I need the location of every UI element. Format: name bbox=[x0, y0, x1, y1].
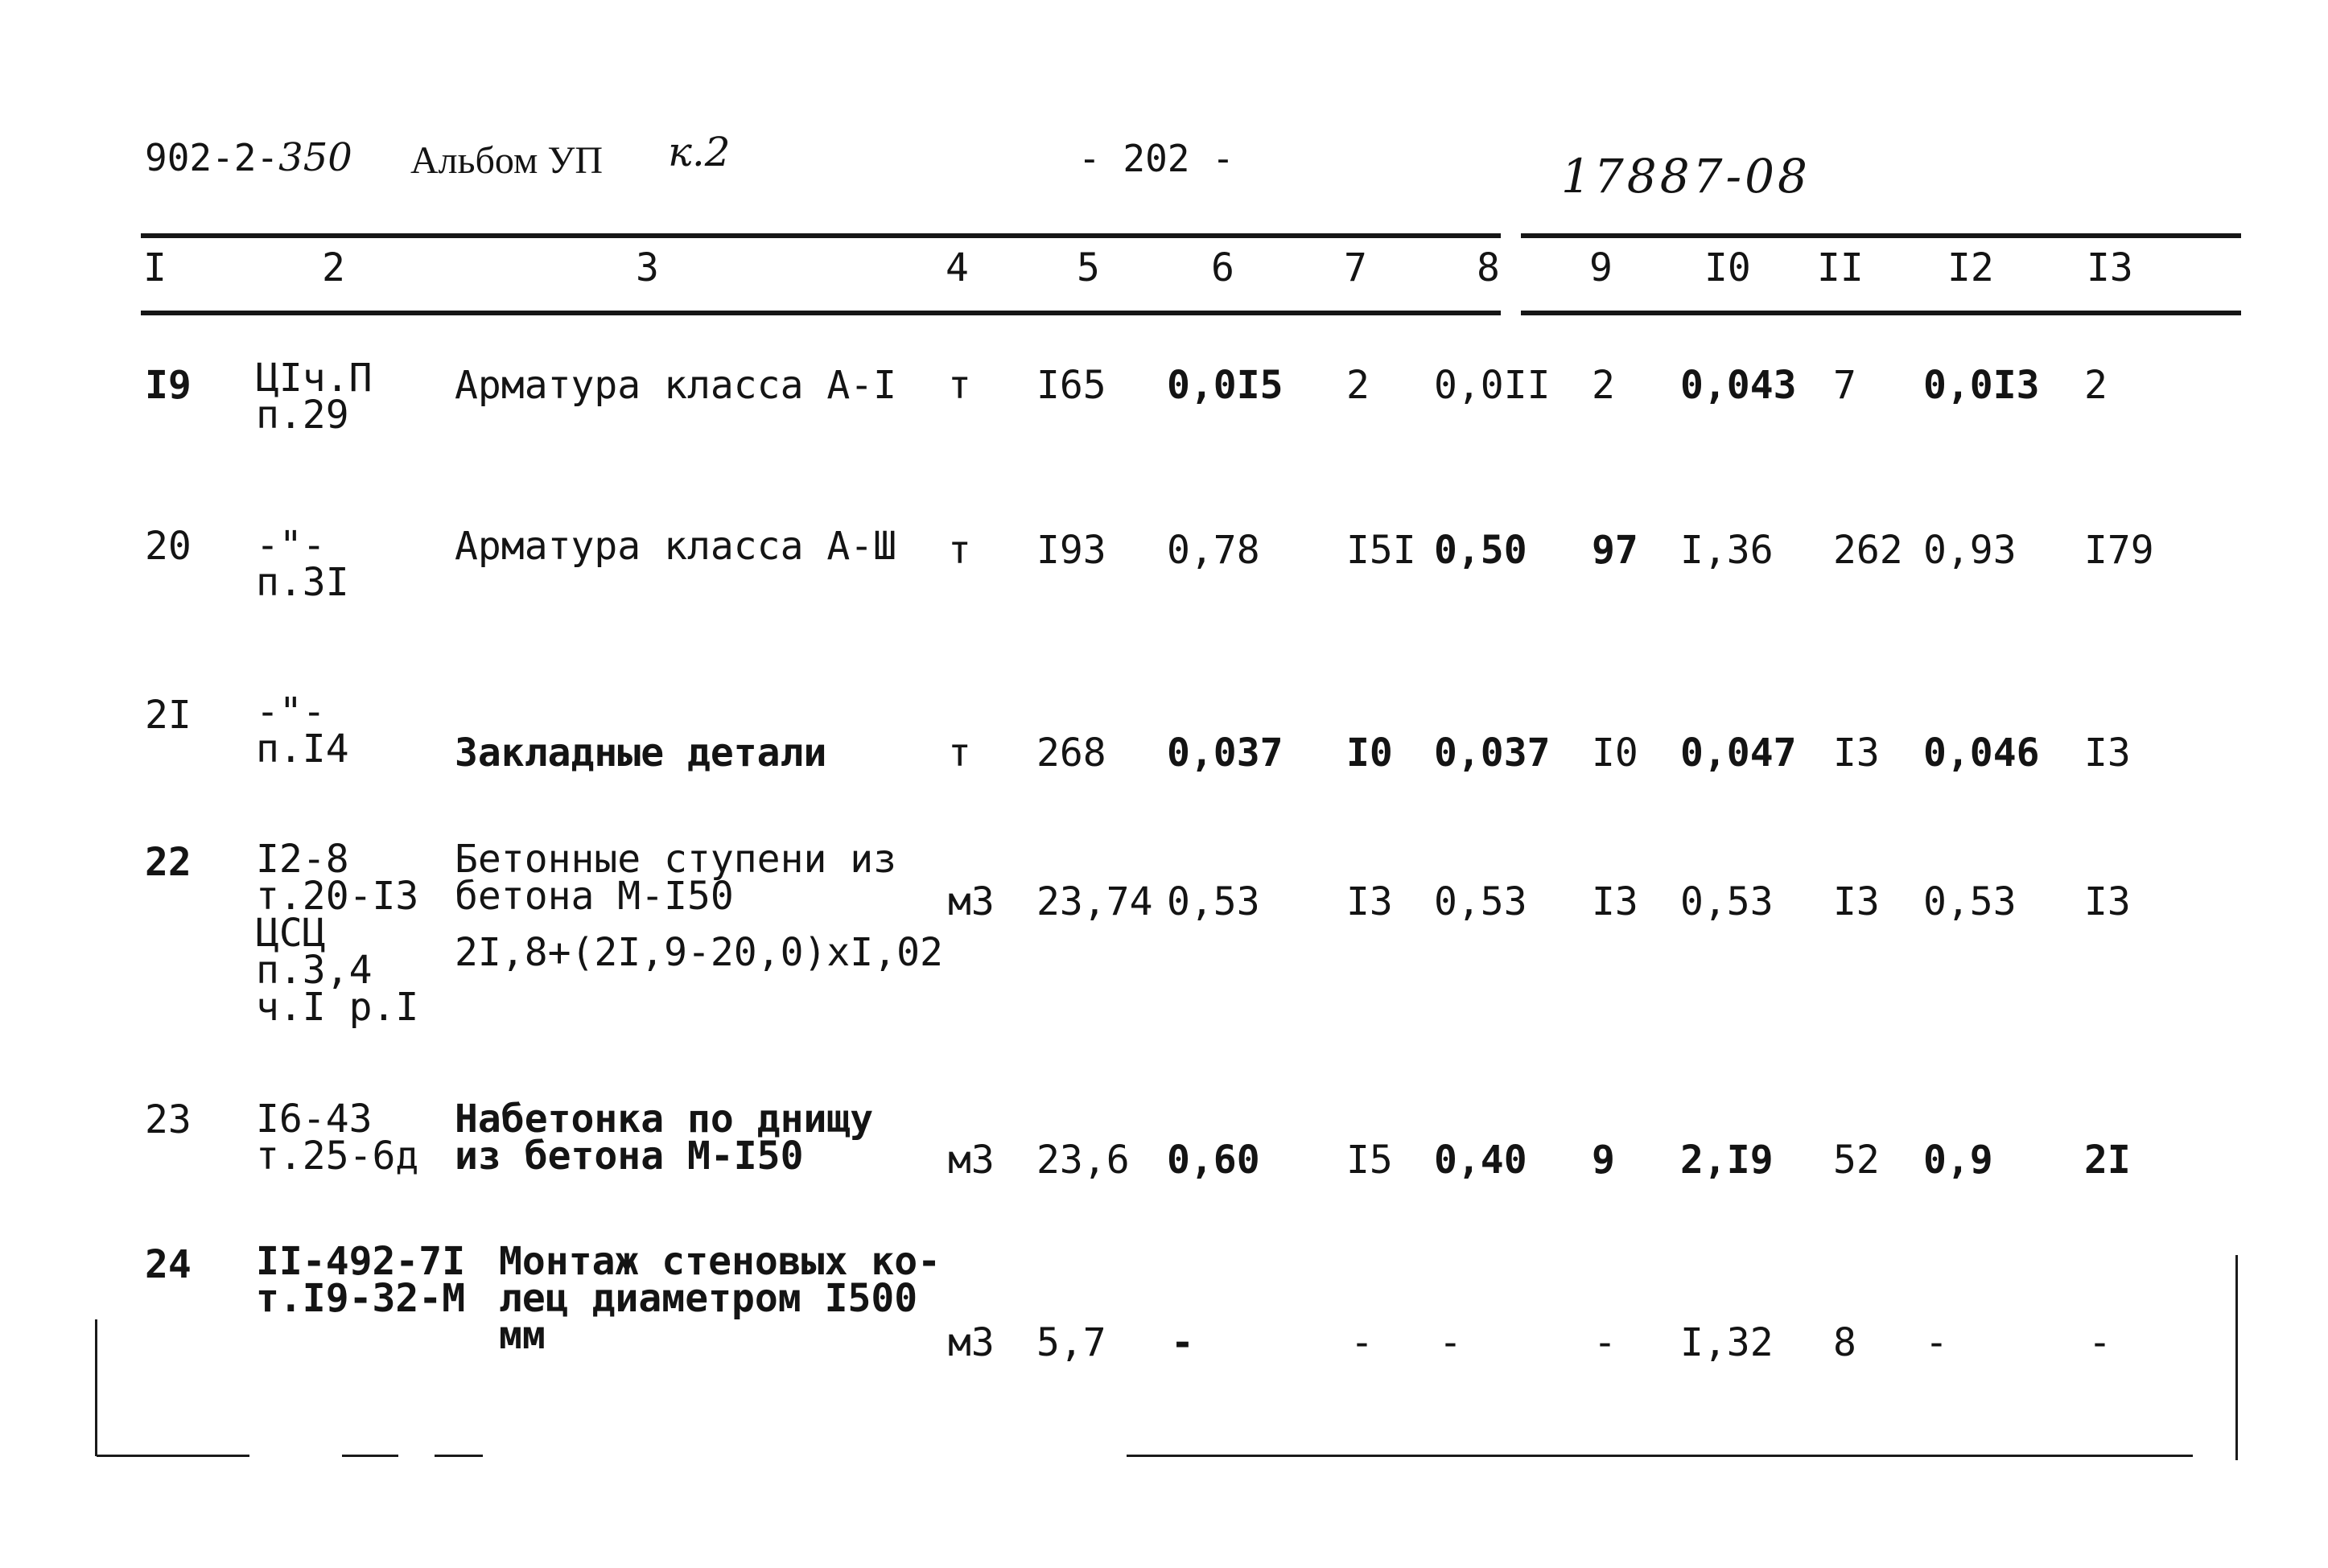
cell-col6: 0,53 bbox=[1167, 879, 1260, 924]
cell-col8: 0,037 bbox=[1434, 730, 1551, 776]
row-reference: I6-43 т.25-6д bbox=[256, 1097, 419, 1179]
row-reference: -"- п.3I bbox=[256, 523, 349, 605]
cell-col12: 0,046 bbox=[1923, 730, 2040, 776]
column-header-9: 9 bbox=[1589, 245, 1613, 290]
column-header-10: I0 bbox=[1704, 245, 1751, 290]
cell-col8: - bbox=[1439, 1320, 1462, 1365]
row-reference: -"- п.I4 bbox=[256, 689, 349, 772]
cell-col13: I79 bbox=[2084, 528, 2154, 573]
header-bottom-rule-left bbox=[141, 311, 1501, 315]
header-bottom-rule-right bbox=[1521, 311, 2241, 315]
row-reference: II-492-7I т.I9-32-М bbox=[256, 1239, 466, 1321]
row-number: 23 bbox=[145, 1097, 192, 1142]
cell-col10: 0,53 bbox=[1680, 879, 1774, 924]
cell-col9: 97 bbox=[1592, 528, 1638, 573]
bottom-border-segment bbox=[342, 1455, 398, 1457]
cell-col7: I5I bbox=[1346, 528, 1416, 573]
cell-col13: I3 bbox=[2084, 879, 2131, 924]
row-description: Арматура класса А-I bbox=[455, 363, 897, 408]
row-number: 2I bbox=[145, 693, 192, 738]
cell-col11: I3 bbox=[1833, 730, 1880, 776]
cell-col11: 262 bbox=[1833, 528, 1903, 573]
cell-col9: 9 bbox=[1592, 1138, 1615, 1183]
cell-col7: I3 bbox=[1346, 879, 1393, 924]
cell-col13: 2 bbox=[2084, 363, 2108, 408]
cell-col11: 7 bbox=[1833, 363, 1856, 408]
cell-col12: 0,9 bbox=[1923, 1138, 1993, 1183]
column-header-8: 8 bbox=[1477, 245, 1500, 290]
cell-col5: 23,74 bbox=[1036, 879, 1153, 924]
cell-col6: 0,78 bbox=[1167, 528, 1260, 573]
cell-col5: I65 bbox=[1036, 363, 1106, 408]
bottom-border-segment bbox=[435, 1455, 483, 1457]
column-header-12: I2 bbox=[1947, 245, 1994, 290]
cell-col11: 52 bbox=[1833, 1138, 1880, 1183]
album-part: к.2 bbox=[668, 129, 731, 175]
cell-col6: 0,037 bbox=[1167, 730, 1283, 776]
cell-col8: 0,50 bbox=[1434, 528, 1527, 573]
cell-col12: - bbox=[1925, 1320, 1948, 1365]
cell-col9: I0 bbox=[1592, 730, 1638, 776]
cell-col10: 0,047 bbox=[1680, 730, 1797, 776]
column-header-3: 3 bbox=[636, 245, 659, 290]
cell-col13: I3 bbox=[2084, 730, 2131, 776]
column-header-5: 5 bbox=[1077, 245, 1100, 290]
cell-col9: I3 bbox=[1592, 879, 1638, 924]
row-description: Закладные детали bbox=[455, 730, 827, 776]
table-top-rule-right bbox=[1521, 233, 2241, 238]
cell-col7: 2 bbox=[1346, 363, 1370, 408]
cell-col10: 2,I9 bbox=[1680, 1138, 1774, 1183]
row-unit: т bbox=[948, 528, 971, 573]
cell-col5: I93 bbox=[1036, 528, 1106, 573]
cell-col13: 2I bbox=[2084, 1138, 2131, 1183]
cell-col11: 8 bbox=[1833, 1320, 1856, 1365]
row-unit: м3 bbox=[948, 879, 995, 924]
cell-col6: 0,0I5 bbox=[1167, 363, 1283, 408]
cell-col12: 0,53 bbox=[1923, 879, 2017, 924]
row-unit: т bbox=[948, 730, 971, 776]
column-header-11: II bbox=[1817, 245, 1864, 290]
cell-col12: 0,0I3 bbox=[1923, 363, 2040, 408]
bottom-border-segment bbox=[1127, 1455, 2193, 1457]
column-header-6: 6 bbox=[1211, 245, 1234, 290]
row-description: Монтаж стеновых ко- лец диаметром I500 мм bbox=[499, 1239, 942, 1358]
row-number: 20 bbox=[145, 524, 192, 569]
row-number: 22 bbox=[145, 840, 192, 885]
cell-col7: I0 bbox=[1346, 730, 1393, 776]
row-formula: 2I,8+(2I,9-20,0)xI,02 bbox=[455, 930, 943, 975]
cell-col9: - bbox=[1593, 1320, 1617, 1365]
cell-col5: 23,6 bbox=[1036, 1138, 1130, 1183]
cell-col6: - bbox=[1171, 1320, 1194, 1365]
cell-col12: 0,93 bbox=[1923, 528, 2017, 573]
column-header-1: I bbox=[143, 245, 167, 290]
document-code-prefix: 902-2- bbox=[145, 136, 279, 179]
column-header-13: I3 bbox=[2087, 245, 2133, 290]
row-description: Арматура класса А-Ш bbox=[455, 524, 897, 569]
table-top-rule-left bbox=[141, 233, 1501, 238]
cell-col10: I,32 bbox=[1680, 1320, 1774, 1365]
page-number: - 202 - bbox=[1078, 137, 1234, 180]
cell-col6: 0,60 bbox=[1167, 1138, 1260, 1183]
document-code bbox=[145, 135, 352, 180]
row-unit: м3 bbox=[948, 1320, 995, 1365]
row-reference: ЦIч.П п.29 bbox=[256, 356, 373, 438]
cell-col11: I3 bbox=[1833, 879, 1880, 924]
column-header-7: 7 bbox=[1344, 245, 1367, 290]
right-border-line bbox=[2235, 1255, 2238, 1460]
row-unit: м3 bbox=[948, 1138, 995, 1183]
row-description: Бетонные ступени из бетона М-I50 bbox=[455, 837, 897, 919]
left-border-line bbox=[95, 1319, 97, 1456]
cell-col13: - bbox=[2088, 1320, 2112, 1365]
cell-col7: - bbox=[1350, 1320, 1374, 1365]
cell-col8: 0,0II bbox=[1434, 363, 1551, 408]
column-header-4: 4 bbox=[946, 245, 969, 290]
row-reference: I2-8 т.20-I3 ЦСЦ п.3,4 ч.I р.I bbox=[256, 837, 419, 1030]
cell-col8: 0,53 bbox=[1434, 879, 1527, 924]
cell-col9: 2 bbox=[1592, 363, 1615, 408]
cell-col7: I5 bbox=[1346, 1138, 1393, 1183]
handwritten-document-number: 17887-08 bbox=[1561, 149, 1811, 204]
cell-col5: 5,7 bbox=[1036, 1320, 1106, 1365]
column-header-2: 2 bbox=[322, 245, 345, 290]
row-number: 24 bbox=[145, 1242, 192, 1287]
album-label: Альбом УП bbox=[410, 139, 604, 182]
cell-col10: 0,043 bbox=[1680, 363, 1797, 408]
row-unit: т bbox=[948, 363, 971, 408]
cell-col10: I,36 bbox=[1680, 528, 1774, 573]
row-description: Набетонка по днищу из бетона М-I50 bbox=[455, 1097, 874, 1179]
row-number: I9 bbox=[145, 363, 192, 408]
cell-col8: 0,40 bbox=[1434, 1138, 1527, 1183]
bottom-border-segment bbox=[97, 1455, 249, 1457]
cell-col5: 268 bbox=[1036, 730, 1106, 776]
document-code-handwritten: 350 bbox=[278, 135, 352, 180]
